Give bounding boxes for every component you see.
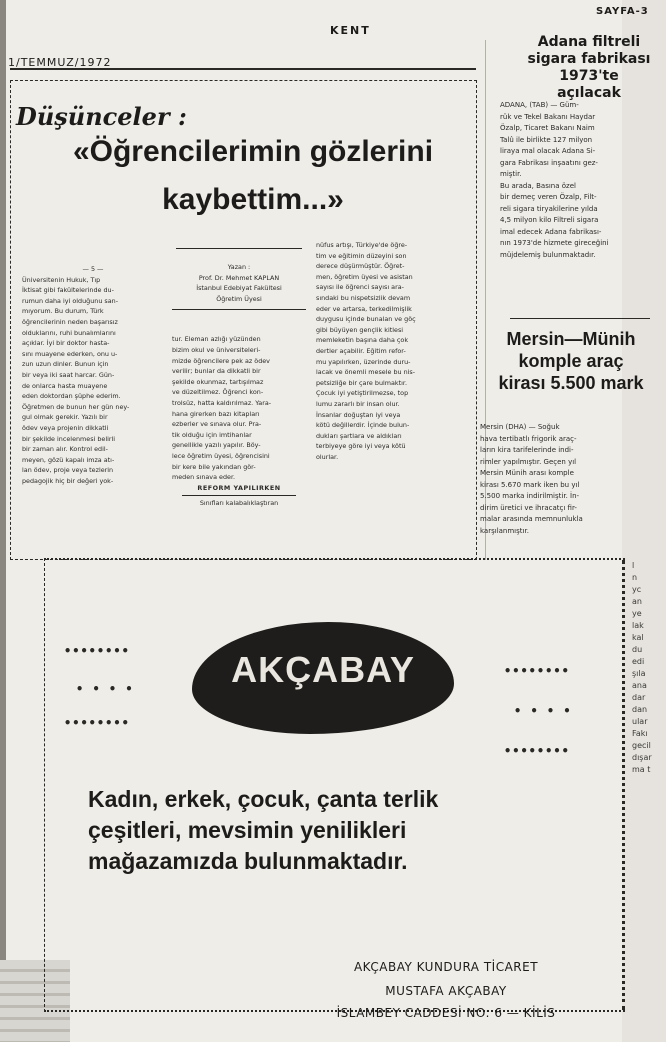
ad-ornament-right-2: • • • •	[514, 704, 572, 718]
adjacent-page-fragment: dışar	[632, 753, 652, 762]
article-line: dertler açabilir. Eğitim refor-	[316, 346, 406, 355]
adjacent-page-fragment: dar	[632, 693, 646, 702]
adjacent-page-fragment: n	[632, 573, 638, 582]
side-news-1-title-line: 1973'te açılacak	[557, 68, 621, 101]
side-news-2-body	[480, 422, 626, 537]
adjacent-page-fragment: Fakı	[632, 729, 648, 738]
adjacent-page-fragment: edi	[632, 657, 645, 666]
article-line: mizde öğrencilere pek az ödev	[172, 356, 270, 365]
byline	[172, 262, 306, 304]
article-line: Öğretmen de bunun her gün ney-	[22, 402, 130, 411]
side-news-line: liraya mal olacak Adana Si-	[500, 147, 596, 155]
article-line: tik olduğu için imtihanlar	[172, 430, 252, 439]
side-news-line: rimler yapılmıştır. Geçen yıl	[480, 457, 577, 466]
side-news-line: bir demeç veren Özalp, Filt-	[500, 193, 597, 201]
side-news-1-body	[500, 100, 646, 261]
col2-text	[172, 334, 306, 482]
byline-line: Prof. Dr. Mehmet KAPLAN	[198, 273, 280, 282]
byline-line: Öğretim Üyesi	[216, 294, 262, 303]
byline-rule-top	[176, 248, 302, 249]
side-news-2-title-line: komple araç	[518, 351, 624, 371]
article-line: kötü değillerdir. İçinde bulun-	[316, 421, 410, 430]
article-line: sayısı ile öğrenci sayısı ara-	[316, 283, 404, 292]
article-line: derece düşürmüştür. Öğret-	[316, 262, 405, 271]
article-line: meyen, gözü kapalı imza atı-	[22, 455, 115, 464]
side-news-line: reli sigara tiryakilerine yılda	[500, 204, 598, 213]
side-news-line: ADANA, (TAB) — Güm-	[500, 101, 579, 109]
article-line: ve düzeltilmez. Öğrenci kon-	[172, 388, 264, 397]
adjacent-page-fragment: lak	[632, 621, 644, 630]
adjacent-page-fragment: ma t	[632, 765, 651, 774]
page-number: SAYFA-3	[596, 6, 649, 17]
article-kicker: Düşünceler :	[16, 102, 187, 131]
byline-line: Yazan :	[227, 263, 251, 271]
article-line: bir veya iki saat harcar. Gün-	[22, 370, 115, 379]
article-line: petsizliğe bir çare bulmaktır.	[316, 378, 407, 387]
article-line: zun uzun dinler. Bunun için	[22, 360, 109, 369]
subheading-rule	[182, 495, 296, 496]
article-line: İnsanlar doğuştan iyi veya	[316, 410, 401, 419]
side-news-rule	[510, 318, 650, 319]
side-news-1-title	[526, 34, 652, 102]
side-news-line: malar arasında memnunlukla	[480, 515, 583, 523]
side-news-line: Özalp, Ticaret Bakanı Naim	[500, 124, 595, 132]
article-line: gul olmak gerekir. Yazılı bir	[22, 413, 108, 422]
article-line: ezberler ve sınava olur. Pra-	[172, 420, 262, 429]
adjacent-page-fragment: ye	[632, 609, 642, 618]
side-news-2-title	[486, 328, 656, 394]
side-news-line: Talû ile birlikte 127 milyon	[500, 135, 593, 144]
article-line: şekilde okunmaz, tartışılmaz	[172, 377, 264, 386]
article-line: dukları şartlara ve aldıkları	[316, 431, 402, 440]
side-news-line: miştir.	[500, 170, 522, 178]
adjacent-page-fragment: ular	[632, 717, 648, 726]
col2-tail: Sınıfları kalabalıklaştıran	[199, 499, 279, 508]
article-line: Üniversitenin Hukuk, Tıp	[22, 275, 101, 284]
article-headline	[38, 128, 468, 224]
adjacent-page-fragment: l	[632, 561, 635, 570]
article-line: olduklarını, ruhi bunalımlarını	[22, 328, 116, 337]
side-news-line: karşılanmıştır.	[480, 526, 529, 535]
brand-logo: AKÇABAY	[231, 649, 415, 690]
top-rule	[10, 68, 476, 70]
article-line: eden doktordan şüphe ederim.	[22, 392, 121, 401]
adjacent-page-fragment: kal	[632, 633, 644, 642]
article-column-1	[22, 264, 164, 486]
side-news-2	[486, 328, 656, 394]
article-line: mu yapılırken, üzerinde duru-	[316, 357, 411, 366]
ad-ornament-right-3: ••••••••	[504, 744, 570, 758]
article-line: verilir; bunlar da dikkatli bir	[172, 367, 261, 376]
ad-border-right	[622, 560, 625, 1010]
side-news-line: nın 1973'de hizmete gireceğini	[500, 239, 609, 247]
ad-address: İSLAMBEY CADDESİ NO: 6 — KİLİS	[336, 1006, 556, 1020]
ad-ornament-left-3: ••••••••	[64, 716, 130, 730]
article-line: lece öğretim üyesi, öğrencisini	[172, 451, 270, 460]
adjacent-page-fragment: yc	[632, 585, 642, 594]
article-line: mıyorum. Bu durum, Türk	[22, 307, 104, 316]
side-news-1	[526, 34, 652, 102]
article-line: trolsüz, hatta kaldırılmaz. Yara-	[172, 398, 272, 407]
issue-date: 1/TEMMUZ/1972	[8, 56, 112, 69]
article-line: öğrencilerinin neden başarısız	[22, 317, 118, 326]
article-line: memleketin başına daha çok	[316, 336, 409, 345]
article-line: bir şekilde incelenmesi belirli	[22, 434, 116, 443]
headline-line-1: «Öğrencilerimin gözlerini	[72, 135, 434, 168]
side-news-line: ların kira tarifelerinde indi-	[480, 446, 574, 454]
side-news-line: 4,5 milyon kilo Filtreli sigara	[500, 216, 599, 224]
article-line: sını muayene ederken, onu u-	[22, 349, 118, 358]
side-news-line: rük ve Tekel Bakanı Haydar	[500, 112, 596, 121]
article-line: İktisat gibi fakültelerinde du-	[22, 286, 114, 295]
ad-ornament-left-2: • • • •	[76, 682, 134, 696]
article-line: de onlarca hasta muayene	[22, 381, 108, 390]
side-news-line: dirim üretici ve ihracatçı fir-	[480, 503, 577, 512]
article-line: tur. Eleman azlığı yüzünden	[172, 335, 261, 344]
article-line: hana girerken bazı kitapları	[172, 409, 260, 418]
ad-owner: MUSTAFA AKÇABAY	[385, 984, 507, 998]
side-news-line: imal edecek Adana fabrikası-	[500, 227, 602, 236]
article-line: meden sınava eder.	[172, 473, 236, 482]
col3-text	[316, 240, 458, 462]
byline-line: İstanbul Edebiyat Fakültesi	[196, 284, 282, 293]
masthead: KENT	[330, 24, 371, 37]
headline-line-2: kaybettim...»	[162, 183, 344, 216]
side-news-1-title-line: Adana filtreli	[537, 34, 641, 50]
article-line: gibi büyüyen gençlik kitlesi	[316, 325, 404, 334]
ad-slogan-line: mağazamızda bulunmaktadır.	[88, 848, 408, 874]
adjacent-page-fragment: du	[632, 645, 643, 654]
article-column-3	[316, 240, 458, 462]
adjacent-page-fragment: an	[632, 597, 642, 606]
article-line: tim ve eğitimin düzeyini son	[316, 251, 407, 260]
article-line: lacak ve önemli mesele bu nis-	[316, 368, 416, 377]
adjacent-page-fragment: ana	[632, 681, 647, 690]
side-news-line: 5.500 marka indirilmiştir. İn-	[480, 492, 580, 500]
adjacent-page-fragment: gecil	[632, 741, 651, 750]
article-part: — 5 —	[82, 265, 104, 273]
side-news-line: kirası 5.670 mark iken bu yıl	[480, 480, 580, 489]
side-news-line: müjdelemiş bulunmaktadır.	[500, 250, 596, 259]
subheading-reform: REFORM YAPILIRKEN	[197, 483, 281, 492]
article-line: nüfus artışı, Türkiye'de öğre-	[316, 241, 408, 249]
article-line: eder ve artarsa, terkedilmişlik	[316, 304, 412, 313]
article-line: bir kere bile yakından gör-	[172, 462, 256, 471]
adjacent-page-fragment: şıla	[632, 669, 646, 678]
side-news-line: Mersin Münih arası komple	[480, 469, 574, 477]
article-line: duygusu içinde bunalan ve göç	[316, 315, 416, 324]
adjacent-page-text	[632, 560, 662, 776]
side-news-line: Mersin (DHA) — Soğuk	[480, 423, 560, 431]
article-line: olurlar.	[316, 452, 339, 461]
side-news-line: hava tertibatlı frigorik araç-	[480, 434, 577, 443]
side-news-2-title-line: Mersin—Münih	[506, 329, 636, 349]
article-line: bir zaman alır. Kontrol edil-	[22, 445, 108, 454]
article-line: lumu zararlı bir insan olur.	[316, 399, 400, 408]
col1-text	[22, 275, 164, 487]
ad-slogan-line: Kadın, erkek, çocuk, çanta terlik	[88, 786, 439, 812]
article-line: pedagojik hiç bir değeri yok-	[22, 476, 114, 485]
article-line: lan ödev, proje veya tezlerin	[22, 466, 114, 475]
article-line: ödev veya projenin dikkatli	[22, 423, 109, 432]
ad-company: AKÇABAY KUNDURA TİCARET	[353, 960, 539, 974]
ad-slogan	[88, 784, 588, 877]
article-line: terbiyeye göre iyi veya kötü	[316, 442, 406, 451]
article-line: genellikle yazılı yapılır. Böy-	[172, 441, 261, 450]
ad-slogan-line: çeşitleri, mevsimin yenilikleri	[88, 817, 407, 843]
article-line: rumun daha iyi olduğunu san-	[22, 296, 119, 305]
side-news-2-title-line: kirası 5.500 mark	[498, 373, 644, 393]
article-line: Çocuk iyi yetiştirilmezse, top	[316, 389, 409, 398]
ad-ornament-left-1: ••••••••	[64, 644, 130, 658]
article-line: bizim okul ve üniversiteleri-	[172, 345, 261, 354]
adjacent-page-fragment: dan	[632, 705, 648, 714]
byline-rule-bottom	[172, 309, 306, 310]
ad-signature	[316, 958, 576, 1022]
article-line: sındaki bu nispetsizlik devam	[316, 293, 411, 302]
side-news-line: Bu arada, Basına özel	[500, 181, 576, 190]
side-news-line: gara Fabrikası inşaatını gez-	[500, 158, 598, 167]
article-line: men, öğretim üyesi ve asistan	[316, 272, 413, 281]
side-news-1-title-line: sigara fabrikası	[527, 51, 651, 67]
ad-ornament-right-1: ••••••••	[504, 664, 570, 678]
article-column-2	[172, 262, 306, 509]
article-line: açıklar. İyi bir doktor hasta-	[22, 339, 110, 348]
